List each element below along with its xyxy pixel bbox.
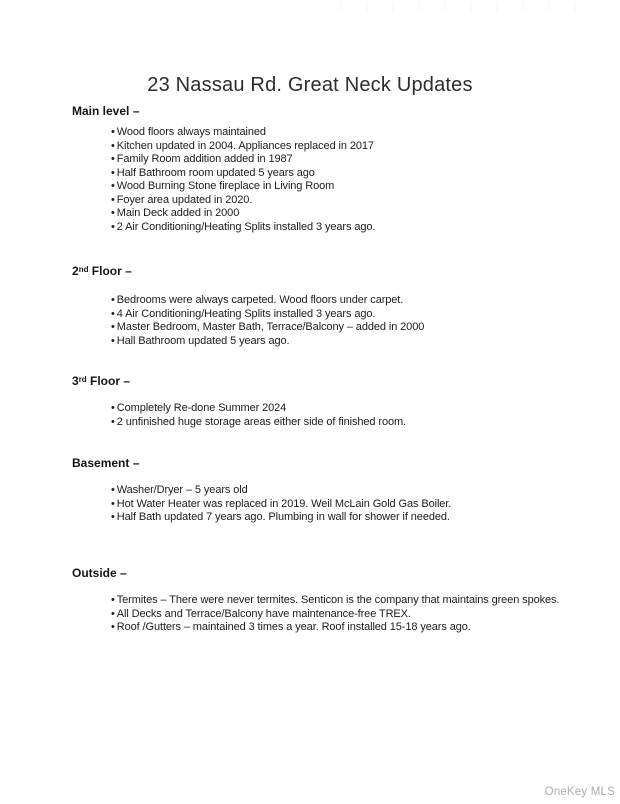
heading-text: 3 <box>72 374 79 388</box>
section-heading-basement <box>72 456 139 472</box>
bullet-list-third-floor <box>111 402 600 429</box>
bullet-list-second-floor <box>111 294 600 348</box>
bullet-item: • Half Bath updated 7 years ago. Plumbing in wall for shower if needed. <box>111 511 600 525</box>
bullet-item: • Master Bedroom, Master Bath, Terrace/Balcony – added in 2000 <box>111 321 600 335</box>
heading-text: Basement <box>72 456 130 470</box>
bullet-item: • Completely Re-done Summer 2024 <box>111 402 600 416</box>
section-heading-third-floor <box>72 374 130 390</box>
scan-noise-artifact <box>340 2 590 12</box>
section-heading-second-floor <box>72 264 132 280</box>
bullet-item: • Family Room addition added in 1987 <box>111 153 600 167</box>
section-heading-main-level <box>72 104 139 120</box>
bullet-list-basement <box>111 484 600 525</box>
bullet-item: • 2 Air Conditioning/Heating Splits installed 3 years ago. <box>111 221 600 235</box>
bullet-item: • Half Bathroom room updated 5 years ago <box>111 167 600 181</box>
heading-superscript: rd <box>78 374 87 384</box>
heading-dash: Floor – <box>88 264 132 278</box>
bullet-item: • Roof /Gutters – maintained 3 times a year. Roof installed 15-18 years ago. <box>111 621 600 635</box>
bullet-item: • Termites – There were never termites. Senticon is the company that maintains green spokes. <box>111 594 600 608</box>
bullet-list-outside <box>111 594 600 635</box>
bullet-item: • Main Deck added in 2000 <box>111 207 600 221</box>
bullet-item: • Washer/Dryer – 5 years old <box>111 484 600 498</box>
section-heading-outside <box>72 566 127 582</box>
bullet-list-main-level <box>111 126 600 234</box>
bullet-item: • Wood floors always maintained <box>111 126 600 140</box>
bullet-item: • 2 unfinished huge storage areas either side of finished room. <box>111 416 600 430</box>
heading-text: Outside <box>72 566 117 580</box>
bullet-item: • Hot Water Heater was replaced in 2019. Weil McLain Gold Gas Boiler. <box>111 498 600 512</box>
bullet-item: • Kitchen updated in 2004. Appliances replaced in 2017 <box>111 140 600 154</box>
bullet-item: • All Decks and Terrace/Balcony have maintenance-free TREX. <box>111 608 600 622</box>
heading-text: 2 <box>72 264 79 278</box>
heading-text: Main level <box>72 104 130 118</box>
bullet-item: • Bedrooms were always carpeted. Wood floors under carpet. <box>111 294 600 308</box>
bullet-item: • 4 Air Conditioning/Heating Splits installed 3 years ago. <box>111 308 600 322</box>
heading-dash: Floor – <box>86 374 131 388</box>
bullet-item: • Foyer area updated in 2020. <box>111 194 600 208</box>
heading-superscript: nd <box>78 264 89 274</box>
document-title: 23 Nassau Rd. Great Neck Updates <box>147 74 473 96</box>
onekey-mls-watermark: OneKey MLS <box>544 786 615 798</box>
heading-dash: – <box>129 456 140 470</box>
heading-dash: – <box>116 566 127 580</box>
bullet-item: • Wood Burning Stone fireplace in Living Room <box>111 180 600 194</box>
heading-dash: – <box>129 104 140 118</box>
bullet-item: • Hall Bathroom updated 5 years ago. <box>111 335 600 349</box>
